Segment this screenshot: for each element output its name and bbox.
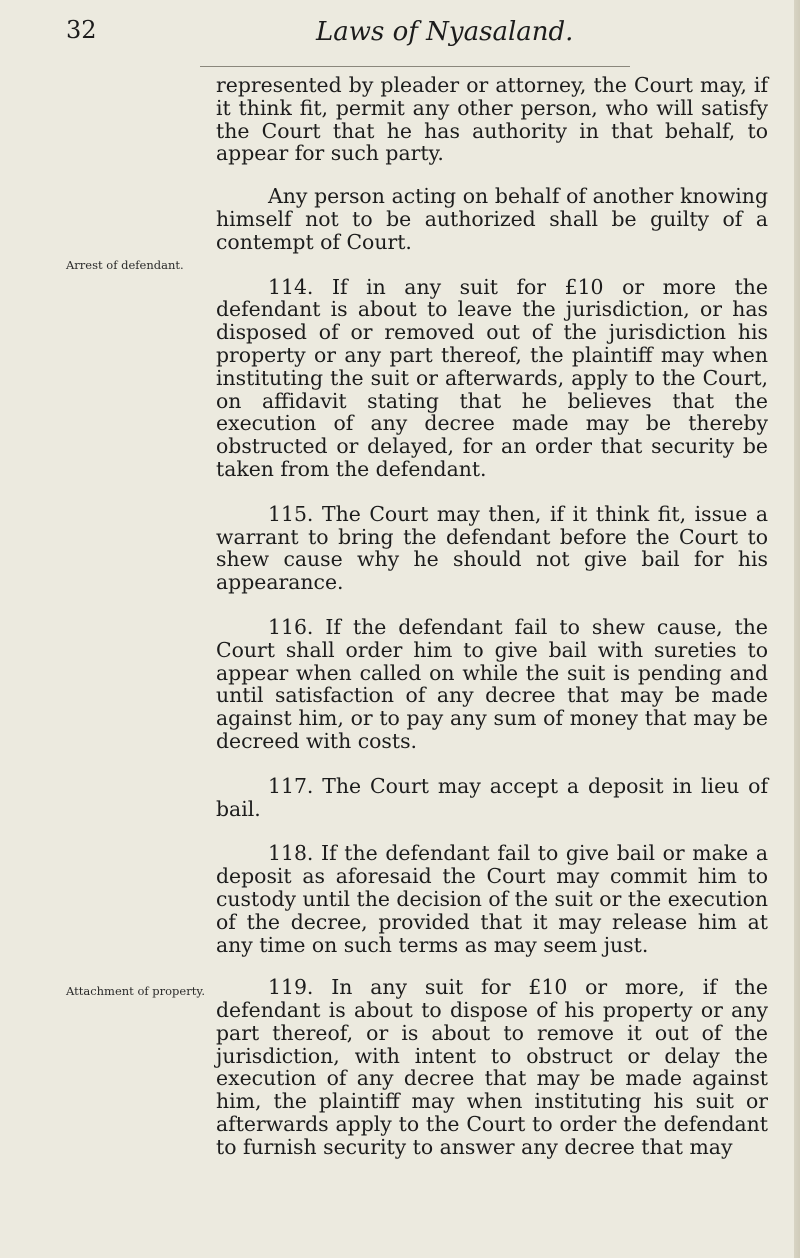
margin-note-arrest: Arrest of defendant.	[66, 258, 184, 272]
section-114: 114. If in any suit for £10 or more the defendant is about to leave the jurisdiction, or has disposed of or removed out of the jurisdiction his property or any part thereof, the plaintiff may when instituting the suit or afterwards, apply to the Court, on affidavit stating that he believes that the execution of any decree made may be thereby obstructed or delayed, for an order that security be taken from the defendant.	[216, 274, 768, 481]
section-117: 117. The Court may accept a deposit in lieu of bail.	[216, 773, 768, 821]
paragraph-continuation: represented by pleader or attorney, the Court may, if it think fit, permit any other person, who will satisfy the Court that he has authority in that behalf, to appear for such party.	[216, 73, 768, 166]
page-edge-shadow	[794, 0, 800, 1258]
section-116: 116. If the defendant fail to shew cause, the Court shall order him to give bail with sureties to appear when called on while the suit is pending and until satisfaction of any decree that may be made against him, or to pay any sum of money that may be decreed with costs.	[216, 614, 768, 753]
section-115: 115. The Court may then, if it think fit, issue a warrant to bring the defendant before the Court to shew cause why he should not give bail for his appearance.	[216, 501, 768, 595]
body-text	[216, 74, 768, 1159]
header-rule	[200, 66, 630, 67]
section-119: 119. In any suit for £10 or more, if the defendant is about to dispose of his property or any part thereof, or is about to remove it out of the jurisdiction, with intent to obstruct or delay the execution of any decree that may be made against him, the plaintiff may when instituting his suit or afterwards apply to the Court to order the defendant to furnish security to answer any decree that may	[216, 975, 768, 1159]
section-118: 118. If the defendant fail to give bail or make a deposit as aforesaid the Court may commit him to custody until the decision of the suit or the execution of the decree, provided that it may release him at any time on such terms as may seem just.	[216, 841, 769, 957]
margin-note-attachment: Attachment of property.	[66, 984, 205, 998]
paragraph-contempt: Any person acting on behalf of another knowing himself not to be authorized shall be guilty of a contempt of Court.	[216, 184, 768, 254]
page-number: 32	[66, 16, 97, 44]
running-title: Laws of Nyasaland.	[316, 17, 574, 47]
